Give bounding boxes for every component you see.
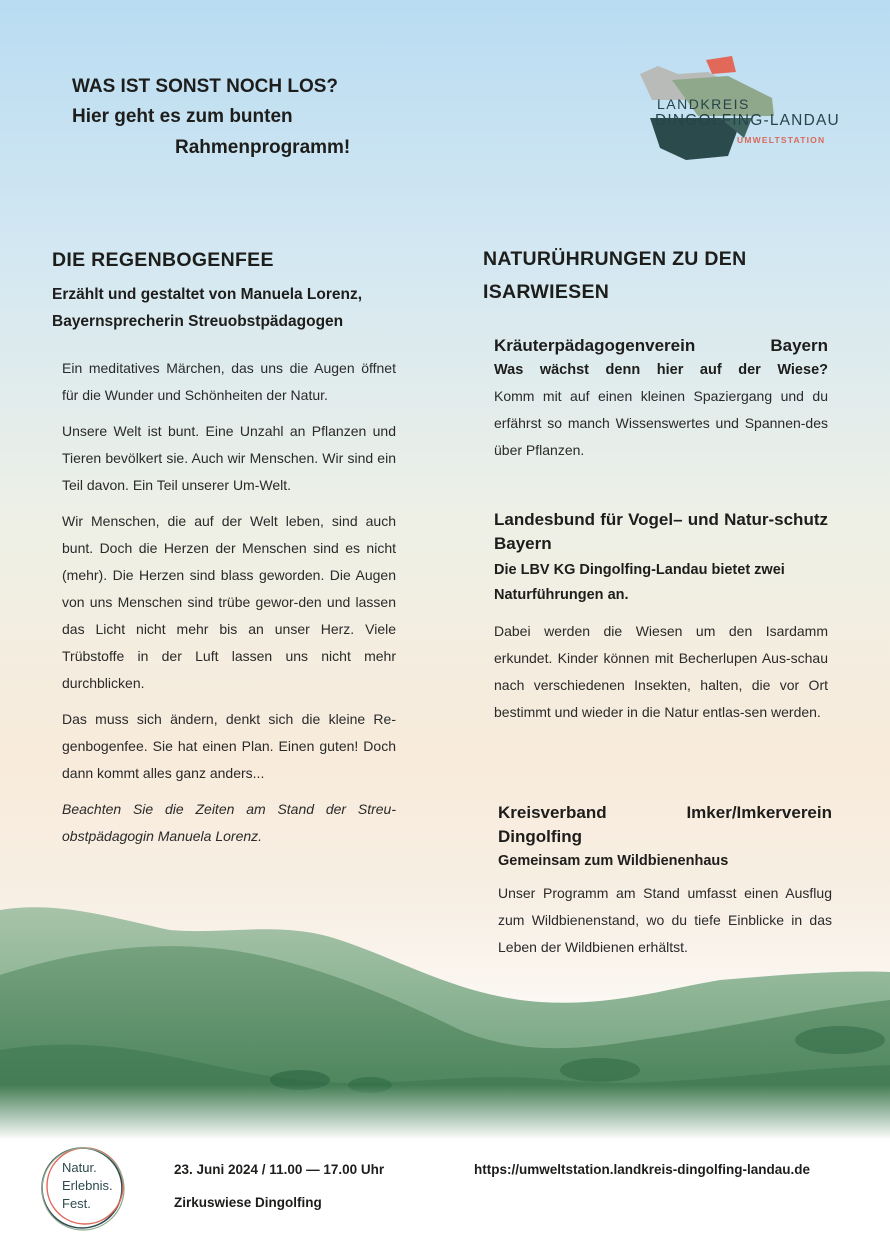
org-subtitle: Gemeinsam zum Wildbienenhaus (498, 852, 729, 869)
badge-word-natur: Natur. (62, 1160, 97, 1175)
regenbogenfee-subtitle-1: Erzählt und gestaltet von Manuela Lorenz, (52, 286, 363, 304)
naturfuehrungen-title-2: ISARWIESEN (483, 281, 610, 304)
block-lbv (494, 508, 828, 735)
paragraph-note: Beachten Sie die Zeiten am Stand der Streu-obstpädagogin Manuela Lorenz. (62, 801, 396, 845)
org-name: Landesbund für Vogel– und Natur-schutz Bayern (494, 510, 828, 553)
website-url-link[interactable]: https://umweltstation.landkreis-dingolfing-landau.de (474, 1162, 811, 1177)
logo-text-dingolfing: DINGOLFING-LANDAU (655, 112, 840, 129)
block-kraeuterpaedagogen (494, 334, 828, 473)
badge-word-fest: Fest. (62, 1195, 91, 1211)
org-name-line-1: Kreisverband Imker/Imkerverein (498, 803, 832, 822)
org-text: Unser Programm am Stand umfasst einen Ausflug zum Wildbienenstand, wo du tiefe Einblicke in das Leben der Wildbienen erhältst. (498, 884, 832, 955)
badge-word-erlebnis: Erlebnis. (62, 1177, 113, 1193)
event-location: Zirkuswiese Dingolfing (174, 1195, 322, 1210)
org-subtitle: Was wächst denn hier auf der Wiese? (494, 361, 828, 378)
badge-text (62, 1159, 113, 1212)
paragraph: Unsere Welt ist bunt. Eine Unzahl an Pflanzen und Tieren bevölkert sie. Auch wir Menschen. Wir sind ein Teil davon. Ein Teil unserer Um-Welt. (62, 423, 396, 494)
regenbogenfee-subtitle-2: Bayernsprecherin Streuobstpädagogen (52, 313, 344, 331)
org-subtitle: Die LBV KG Dingolfing-Landau bietet zwei Naturführungen an. (494, 561, 785, 603)
headline-line-3: Rahmenprogramm! (175, 136, 351, 158)
org-text: Komm mit auf einen kleinen Spaziergang und du erfährst so manch Wissenswertes und Spannen-des über Pflanzen. (494, 388, 828, 459)
landscape-hills-illustration (0, 880, 890, 1140)
headline-line-1: WAS IST SONST NOCH LOS? (72, 76, 339, 97)
naturfuehrungen-header (483, 243, 813, 309)
logo-text-umweltstation: UMWELTSTATION (737, 135, 826, 145)
logo-text-landkreis: LANDKREIS (657, 96, 750, 112)
regenbogenfee-header (52, 245, 432, 335)
headline-line-2: Hier geht es zum bunten (72, 106, 293, 128)
regenbogenfee-text (62, 355, 396, 859)
paragraph: Das muss sich ändern, denkt sich die kleine Re-genbogenfee. Sie hat einen Plan. Einen guten! Doch dann kommt alles ganz anders... (62, 711, 396, 782)
regenbogenfee-title: DIE REGENBOGENFEE (52, 249, 274, 271)
paragraph: Ein meditatives Märchen, das uns die Augen öffnet für die Wunder und Schönheiten der Natur. (62, 360, 396, 404)
page-headline (72, 72, 402, 163)
naturfuehrungen-title-1: NATURÜHRUNGEN ZU DEN (483, 248, 747, 270)
event-date: 23. Juni 2024 / 11.00 — 17.00 Uhr (174, 1162, 385, 1177)
org-text: Dabei werden die Wiesen um den Isardamm erkundet. Kinder können mit Becherlupen Aus-schau nach verschiedenen Insekten, halten, die vor Ort bestimmt und wieder in die Natur entlas-sen werden. (494, 623, 828, 721)
org-name: Kräuterpädagogenverein Bayern (494, 336, 828, 355)
paragraph: Wir Menschen, die auf der Welt leben, sind auch bunt. Doch die Herzen der Menschen sind es nicht (mehr). Die Herzen sind blass geworden. Die Augen von uns Menschen sind trübe gewor-den und lassen das Licht nicht mehr bis an unser Herz. Viele Trübstoffe in der Luft lassen uns nicht mehr durchblicken. (62, 513, 396, 692)
org-name-line-2: Dingolfing (498, 826, 583, 846)
